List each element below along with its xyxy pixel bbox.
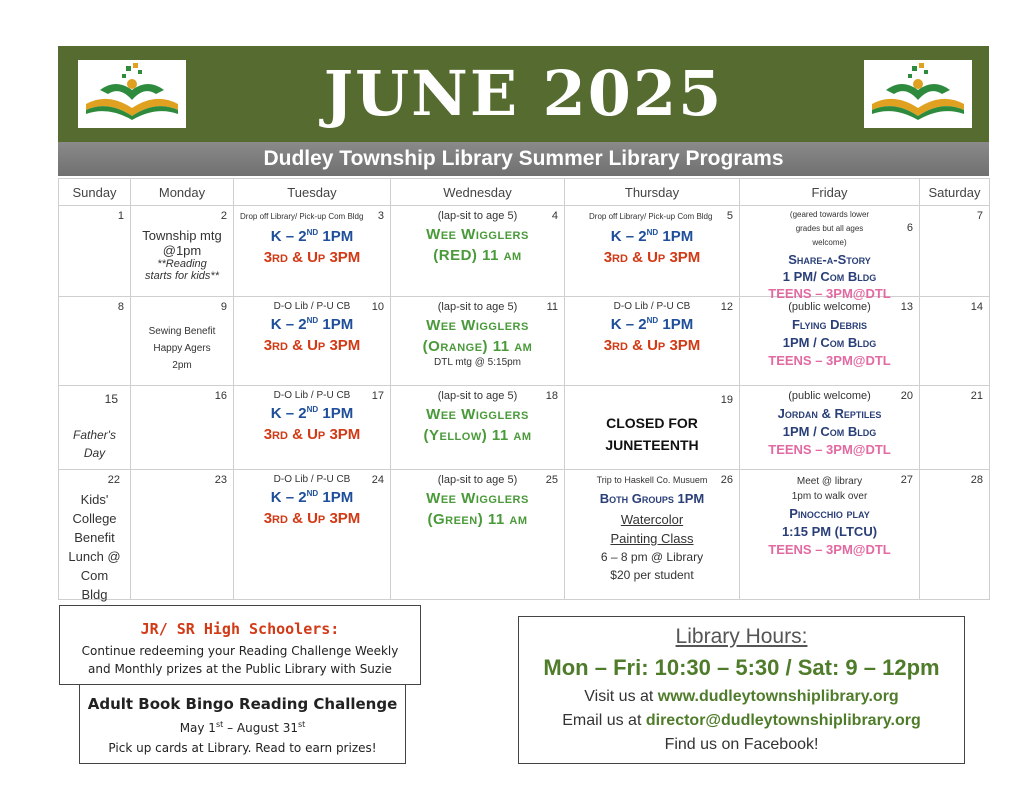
event-text: Both Groups 1PM: [599, 491, 705, 506]
event-text: 1PM: [318, 489, 354, 506]
event-text: K – 2: [610, 228, 647, 245]
jr-sr-heading: JR/ SR High Schoolers:: [140, 620, 340, 638]
day-cell: [234, 297, 391, 386]
event-text: (Orange) 11 am: [422, 338, 533, 355]
event-text: 1PM: [318, 316, 354, 333]
day-cell: [920, 470, 990, 600]
day-cell: [740, 470, 920, 600]
email-link[interactable]: director@dudleytownshiplibrary.org: [645, 712, 921, 729]
event-text: TEENS – 3PM@DTL: [768, 286, 891, 301]
event-note: Drop off Library/ Pick-up Com Bldg: [240, 212, 364, 221]
event-text: @1pm: [162, 243, 202, 258]
event-note: Trip to Haskell Co. Musuem: [596, 475, 708, 485]
weekday-wednesday: Wednesday: [391, 179, 565, 206]
day-number: 21: [970, 390, 983, 402]
weekday-saturday: Saturday: [920, 179, 990, 206]
event-text: Kids' College Benefit Lunch @ Com Bldg: [68, 492, 121, 602]
day-number: 4: [551, 210, 558, 222]
event-text: (Yellow) 11 am: [423, 427, 532, 444]
day-cell: [920, 206, 990, 297]
weekday-monday: Monday: [131, 179, 234, 206]
adult-bingo-date: st: [215, 720, 224, 729]
event-text: 3rd & Up 3PM: [263, 337, 361, 354]
email-label: Email us at: [562, 712, 646, 729]
event-text: 1PM / Com Bldg: [782, 335, 877, 350]
event-text: K – 2: [270, 228, 307, 245]
week-row: [59, 206, 990, 297]
event-text: Wee Wigglers: [426, 317, 529, 334]
day-number: 15: [104, 392, 118, 406]
event-text: Wee Wigglers: [426, 226, 529, 243]
open-book-logo-icon: [864, 60, 972, 128]
event-text: 3rd & Up 3PM: [603, 249, 701, 266]
day-cell: [391, 297, 565, 386]
day-number: 20: [900, 390, 913, 402]
visit-label: Visit us at: [584, 688, 658, 705]
day-cell: [920, 386, 990, 470]
day-number: 7: [976, 210, 983, 222]
event-text: ND: [306, 228, 319, 237]
day-number: 11: [546, 301, 558, 313]
library-hours-box: [518, 616, 965, 764]
event-text: Township mtg: [142, 228, 222, 243]
event-note: (lap-sit to age 5): [437, 210, 518, 222]
event-text: Pinocchio play: [789, 506, 870, 521]
jr-sr-text: and Monthly prizes at the Public Library with Suzie: [88, 662, 392, 676]
calendar-grid: [58, 178, 990, 600]
day-cell: [565, 470, 740, 600]
day-number: 12: [720, 301, 733, 313]
event-text: K – 2: [610, 316, 647, 333]
day-number: 16: [214, 390, 227, 402]
day-cell: [234, 470, 391, 600]
day-cell: [234, 206, 391, 297]
event-text: DTL mtg @ 5:15pm: [433, 357, 522, 368]
event-text: 1:15 PM (LTCU): [781, 524, 878, 539]
day-number: 27: [900, 474, 913, 486]
event-note: Drop off Library/ Pick-up Com Bldg: [589, 212, 713, 221]
day-number: 2: [220, 210, 227, 222]
event-text: (RED) 11 am: [433, 247, 522, 264]
day-number: 13: [900, 301, 913, 313]
day-cell: [391, 386, 565, 470]
jr-sr-text: Continue redeeming your Reading Challenge Weekly: [81, 644, 399, 658]
day-cell: [131, 206, 234, 297]
day-cell: [391, 206, 565, 297]
open-book-logo-icon: [78, 60, 186, 128]
adult-bingo-heading: Adult Book Bingo Reading Challenge: [87, 695, 398, 713]
weekday-friday: Friday: [740, 179, 920, 206]
event-text: ND: [646, 316, 659, 325]
event-text: ND: [306, 405, 319, 414]
event-text: 1PM: [318, 228, 354, 245]
day-cell: [59, 206, 131, 297]
day-cell: [740, 386, 920, 470]
event-text: Jordan & Reptiles: [777, 406, 882, 421]
event-text: 1PM: [658, 228, 694, 245]
weekday-thursday: Thursday: [565, 179, 740, 206]
day-cell: [59, 297, 131, 386]
day-number: 14: [970, 301, 983, 313]
event-text: K – 2: [270, 405, 307, 422]
adult-bingo-date: st: [297, 720, 306, 729]
day-number: 6: [906, 222, 913, 234]
event-text: Wee Wigglers: [426, 490, 529, 507]
event-text: 3rd & Up 3PM: [263, 249, 361, 266]
event-note: D-O Lib / P-U CB: [613, 301, 691, 312]
event-note: (lap-sit to age 5): [437, 390, 518, 402]
day-cell: [740, 206, 920, 301]
day-cell: [565, 206, 740, 297]
day-cell: [565, 386, 740, 470]
website-link[interactable]: www.dudleytownshiplibrary.org: [657, 688, 899, 705]
day-cell: [131, 297, 234, 386]
event-text: 1PM: [318, 405, 354, 422]
day-number: 3: [377, 210, 384, 222]
event-text: Flying Debris: [791, 317, 868, 332]
day-cell: [59, 470, 131, 600]
subtitle-bar: Dudley Township Library Summer Library Programs: [58, 142, 989, 176]
event-text: ND: [306, 489, 319, 498]
day-number: 5: [726, 210, 733, 222]
event-note: D-O Lib / P-U CB: [273, 390, 351, 401]
day-cell: [391, 470, 565, 600]
event-text: CLOSED FOR JUNETEENTH: [605, 415, 699, 453]
event-text: ND: [306, 316, 319, 325]
event-note: (geared towards lower grades but all ages welcome): [789, 210, 870, 247]
event-text: Watercolor: [620, 512, 684, 527]
event-text: 3rd & Up 3PM: [263, 426, 361, 443]
event-text: K – 2: [270, 316, 307, 333]
day-number: 10: [371, 301, 384, 313]
event-text: 1PM: [658, 316, 694, 333]
event-text: 3rd & Up 3PM: [603, 337, 701, 354]
day-number: 17: [371, 390, 384, 402]
event-text: Wee Wigglers: [426, 406, 529, 423]
header-banner: [58, 46, 989, 142]
day-number: 24: [371, 474, 384, 486]
jr-sr-info-box: [59, 605, 421, 685]
event-text: $20 per student: [610, 568, 694, 582]
event-text: 6 – 8 pm @ Library: [600, 550, 704, 564]
event-text: Share-a-Story: [788, 252, 871, 267]
day-cell: [920, 297, 990, 386]
event-note: (lap-sit to age 5): [437, 474, 518, 486]
adult-bingo-date: – August 31: [223, 721, 298, 735]
weekday-tuesday: Tuesday: [234, 179, 391, 206]
adult-bingo-box: [79, 684, 406, 764]
event-text: ND: [646, 228, 659, 237]
event-text: Sewing Benefit Happy Agers 2pm: [148, 326, 216, 371]
day-number: 1: [117, 210, 124, 222]
event-text: 3rd & Up 3PM: [263, 510, 361, 527]
event-text: Father's Day: [73, 428, 116, 460]
day-number: 28: [970, 474, 983, 486]
event-text: TEENS – 3PM@DTL: [768, 542, 891, 557]
week-row: [59, 386, 990, 470]
day-number: 26: [720, 474, 733, 486]
event-note: (public welcome): [788, 301, 871, 313]
week-row: [59, 297, 990, 386]
day-number: 23: [214, 474, 227, 486]
weekday-sunday: Sunday: [59, 179, 131, 206]
event-text: Painting Class: [610, 531, 694, 546]
adult-bingo-text: Pick up cards at Library. Read to earn prizes!: [108, 741, 377, 755]
event-note: D-O Lib / P-U CB: [273, 301, 351, 312]
day-cell: [234, 386, 391, 470]
hours-heading: Library Hours:: [675, 625, 808, 648]
event-text: (Green) 11 am: [427, 511, 528, 528]
hours-text: Mon – Fri: 10:30 – 5:30 / Sat: 9 – 12pm: [543, 655, 940, 680]
day-cell: [59, 386, 131, 470]
day-number: 18: [545, 390, 558, 402]
day-cell: [131, 386, 234, 470]
day-number: 8: [117, 301, 124, 313]
weekday-header-row: [59, 179, 990, 206]
event-text: TEENS – 3PM@DTL: [768, 353, 891, 368]
event-note: D-O Lib / P-U CB: [273, 474, 351, 485]
adult-bingo-date: May 1: [179, 721, 216, 735]
event-note: (lap-sit to age 5): [437, 301, 518, 313]
day-number: 9: [220, 301, 227, 313]
event-note: (public welcome): [788, 390, 871, 402]
event-text: K – 2: [270, 489, 307, 506]
event-text: **Reading starts for kids**: [145, 258, 219, 282]
facebook-text: Find us on Facebook!: [664, 736, 819, 753]
day-cell: [740, 297, 920, 386]
page-title: JUNE 2025: [323, 57, 724, 130]
week-row: [59, 470, 990, 600]
day-number: 25: [545, 474, 558, 486]
event-text: 1PM / Com Bldg: [782, 424, 877, 439]
day-number: 22: [107, 474, 120, 486]
event-text: 1 PM/ Com Bldg: [782, 269, 877, 284]
day-cell: [565, 297, 740, 386]
day-number: 19: [720, 394, 733, 406]
event-note: Meet @ library 1pm to walk over: [791, 476, 868, 502]
event-text: TEENS – 3PM@DTL: [768, 442, 891, 457]
day-cell: [131, 470, 234, 600]
